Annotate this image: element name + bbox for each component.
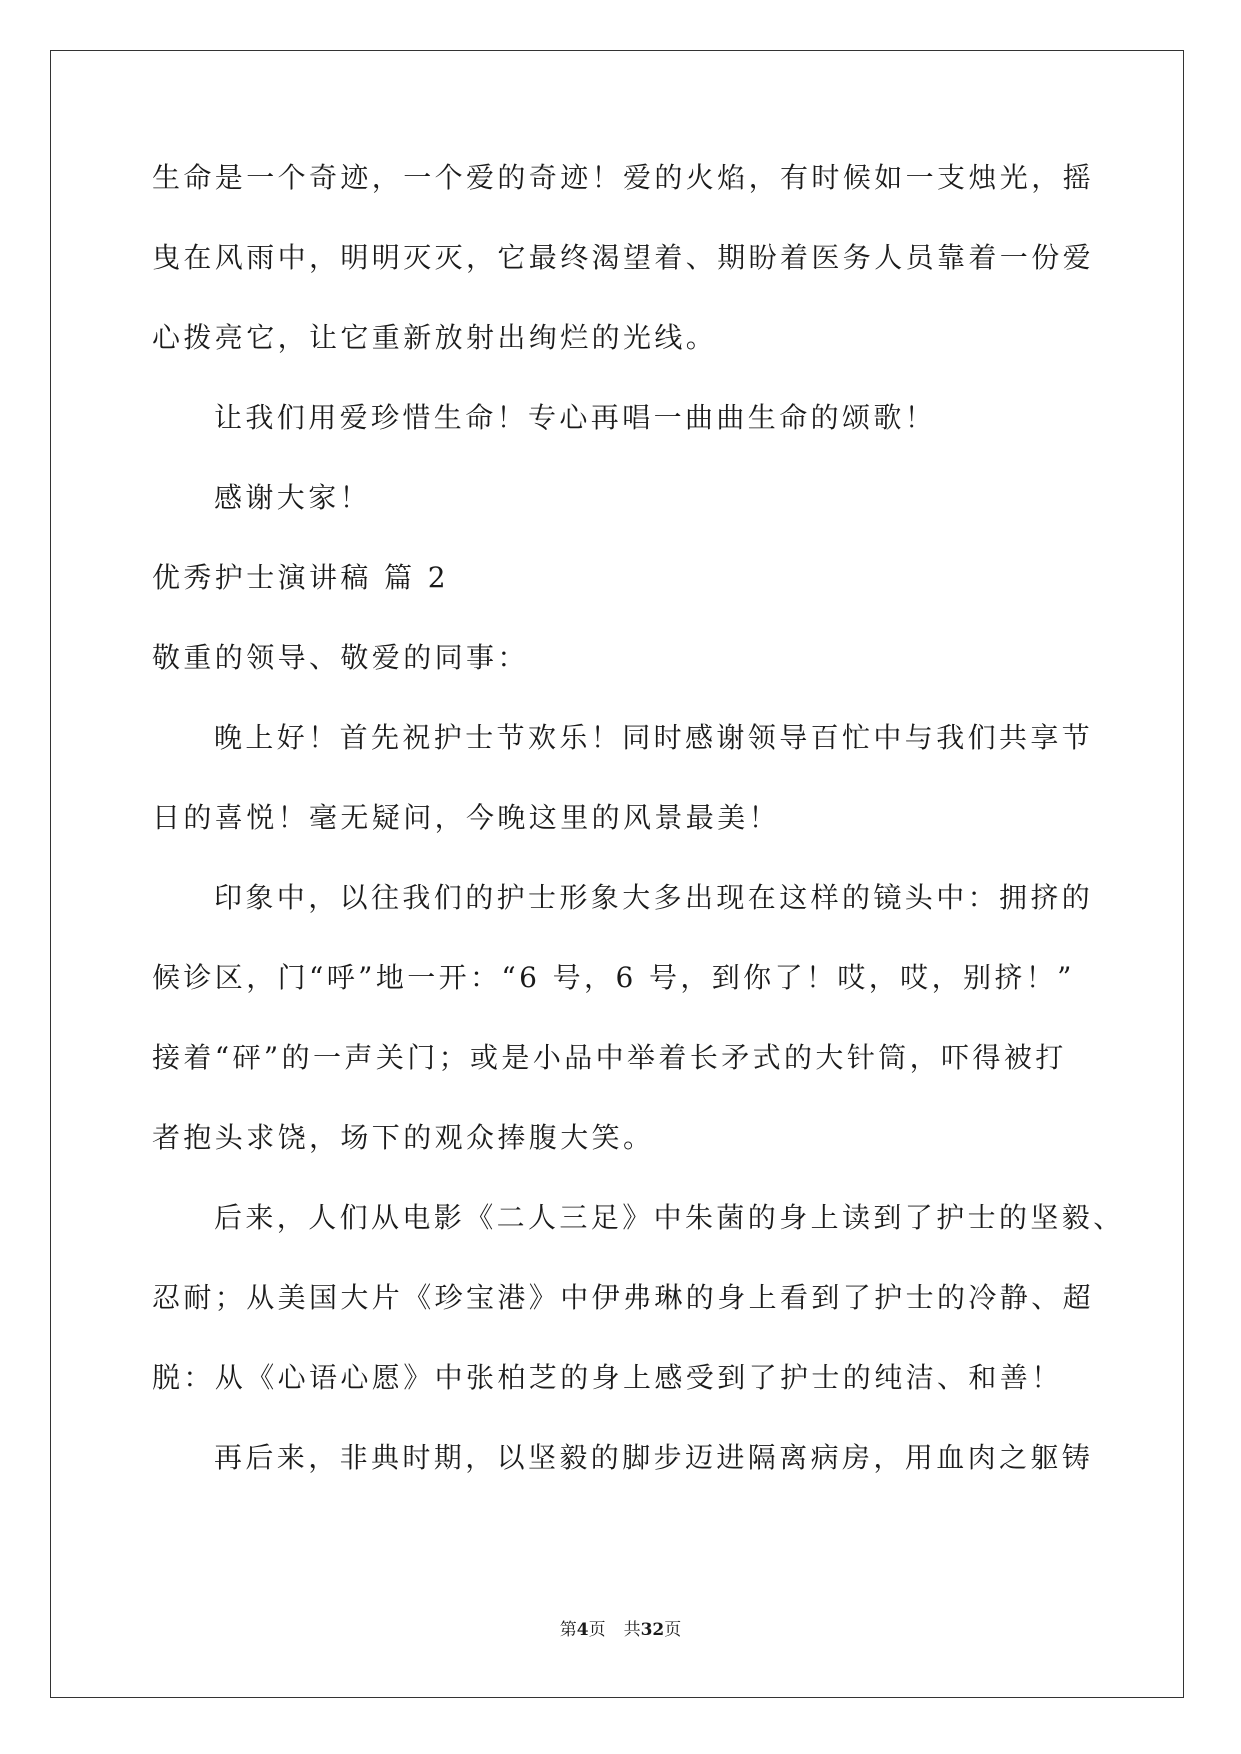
text-line: 生命是一个奇迹，一个爱的奇迹！爱的火焰，有时候如一支烛光，摇 — [152, 161, 1095, 194]
text-line: 后来，人们从电影《二人三足》中朱菌的身上读到了护士的坚毅、 — [214, 1201, 1125, 1234]
text-line: 感谢大家！ — [214, 481, 372, 514]
text-line: 接着“砰”的一声关门；或是小品中举着长矛式的大针筒，吓得被打 — [152, 1041, 1067, 1074]
text-line: 日的喜悦！毫无疑问，今晚这里的风景最美！ — [152, 801, 781, 834]
text-line: 再后来，非典时期，以坚毅的脚步迈进隔离病房，用血肉之躯铸 — [214, 1441, 1094, 1474]
text-line: 候诊区，门“呼”地一开：“6 号，6 号，到你了！哎，哎，别挤！” — [152, 961, 1075, 994]
footer-page-unit: 页 — [588, 1620, 606, 1640]
text-line: 脱：从《心语心愿》中张柏芝的身上感受到了护士的纯洁、和善！ — [152, 1361, 1063, 1394]
text-line: 印象中，以往我们的护士形象大多出现在这样的镜头中：拥挤的 — [214, 881, 1094, 914]
text-line: 曳在风雨中，明明灭灭，它最终渴望着、期盼着医务人员靠着一份爱 — [152, 241, 1095, 274]
salutation: 敬重的领导、敬爱的同事： — [152, 641, 529, 674]
footer-prefix: 第 — [559, 1620, 577, 1640]
footer-total-prefix: 共 — [623, 1620, 641, 1640]
page-footer — [0, 1615, 1241, 1640]
total-page-count: 32 — [640, 1620, 665, 1640]
text-line: 心拨亮它，让它重新放射出绚烂的光线。 — [152, 321, 718, 354]
text-line: 忍耐；从美国大片《珍宝港》中伊弗琳的身上看到了护士的冷静、超 — [152, 1281, 1095, 1314]
footer-total-unit: 页 — [664, 1620, 682, 1640]
text-line: 者抱头求饶，场下的观众捧腹大笑。 — [152, 1121, 655, 1154]
text-line: 让我们用爱珍惜生命！专心再唱一曲曲生命的颂歌！ — [214, 401, 937, 434]
current-page-number: 4 — [576, 1620, 589, 1640]
section-heading: 优秀护士演讲稿 篇 2 — [152, 561, 450, 594]
text-line: 晚上好！首先祝护士节欢乐！同时感谢领导百忙中与我们共享节 — [214, 721, 1094, 754]
